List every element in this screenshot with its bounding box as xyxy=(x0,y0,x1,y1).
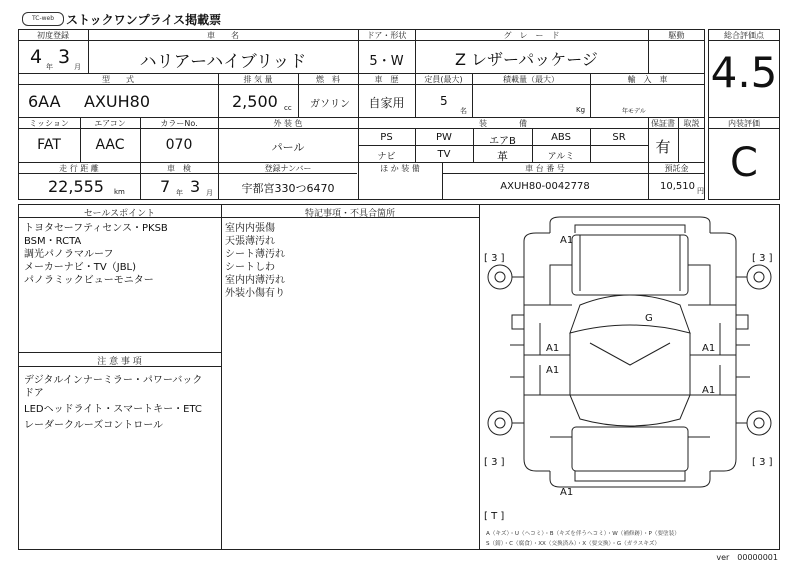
aircon-label: エアコン xyxy=(94,119,126,128)
mileage: 22,555 xyxy=(48,177,104,196)
door-shape: 5・W xyxy=(369,54,404,69)
list-item: BSM・RCTA xyxy=(24,236,82,247)
tire-mark-fr: [ 3 ] xyxy=(752,253,773,264)
interior-score-label: 内装評価 xyxy=(728,119,760,128)
equip-pw: PW xyxy=(436,132,452,143)
displacement-unit: cc xyxy=(284,104,292,112)
capacity: 5 xyxy=(440,94,448,108)
capacity-label: 定員(最大) xyxy=(424,75,463,84)
damage-mark: A1 xyxy=(546,365,560,376)
equip-ps: PS xyxy=(380,132,393,143)
sales-points-list xyxy=(24,222,218,287)
damage-mark: A1 xyxy=(702,343,716,354)
grade-label: グ レ ー ド xyxy=(503,31,560,40)
tire-mark-rr: [ 3 ] xyxy=(752,457,773,468)
color-no: 070 xyxy=(165,137,193,153)
special-notes-header: 特記事項・不具合箇所 xyxy=(304,209,395,219)
list-item: 調光パノラマルーフ xyxy=(24,249,114,260)
mission: FAT xyxy=(37,137,61,153)
page-title: ストックワンプライス掲載票 xyxy=(66,13,222,27)
load-unit: Kg xyxy=(576,106,586,114)
warranty-label: 保証書 xyxy=(651,119,675,128)
load-label: 積載量（最大） xyxy=(503,75,559,84)
recycle-fee: 10,510 xyxy=(660,181,695,192)
logo: TC-web xyxy=(22,12,64,26)
inspection-label: 車 検 xyxy=(167,164,191,173)
legend-line-1: A（キズ）・U（ヘコミ）・B（キズを伴うヘコミ）・W（補修跡）・P（要塗装） xyxy=(486,531,680,537)
first-reg-month-unit: 月 xyxy=(74,63,81,71)
equip-sr: SR xyxy=(612,132,626,143)
inspection-month-unit: 月 xyxy=(206,189,213,197)
cautions-header: 注 意 事 項 xyxy=(97,357,142,367)
manual-label: 取説 xyxy=(683,119,700,128)
tire-mark-fl: [ 3 ] xyxy=(484,253,505,264)
version-label: ver 00000001 xyxy=(716,553,778,562)
list-item: シート薄汚れ xyxy=(225,249,285,260)
first-reg-month: 3 xyxy=(58,46,71,68)
damage-mark: A1 xyxy=(546,343,560,354)
equip-leather: 革 xyxy=(497,150,508,163)
other-equipment-label: ほ か 装 備 xyxy=(380,164,420,173)
model-prefix: 6AA xyxy=(28,92,61,111)
equipment-label: 装 備 xyxy=(479,119,527,128)
exterior-color-label: 外 装 色 xyxy=(273,119,303,128)
tire-mark-rl: [ 3 ] xyxy=(484,457,505,468)
inspection-year: 7 xyxy=(160,177,171,196)
exterior-color: パール xyxy=(271,141,305,154)
inspection-year-unit: 年 xyxy=(176,189,183,197)
model-label: 型 式 xyxy=(102,75,134,84)
door-shape-label: ドア・形状 xyxy=(366,31,407,40)
chassis-no: AXUH80-0042778 xyxy=(500,181,590,192)
mission-label: ミッション xyxy=(29,119,69,128)
special-notes-list xyxy=(225,222,475,300)
inspection-month: 3 xyxy=(190,177,201,196)
model: AXUH80 xyxy=(84,92,151,111)
aircon: AAC xyxy=(95,137,125,153)
cautions-list xyxy=(24,374,212,432)
history-label: 車 歴 xyxy=(374,75,399,84)
legend-line-2: S（錆）・C（腐食）・XX（交換済み）・X（要交換）・G（ガラスキズ） xyxy=(486,541,661,547)
equip-navi: ナビ xyxy=(377,152,396,162)
list-item: レーダークルーズコントロール xyxy=(24,420,163,431)
list-item: 外装小傷有り xyxy=(225,288,285,299)
interior-score: C xyxy=(730,140,758,186)
warranty: 有 xyxy=(655,138,671,156)
equip-tv: TV xyxy=(437,149,451,160)
fuel-label: 燃 料 xyxy=(316,75,340,84)
list-item: パノラミックビューモニター xyxy=(24,275,154,286)
plate-label: 登録ナンバー xyxy=(264,164,312,173)
displacement: 2,500 xyxy=(232,92,278,111)
mileage-unit: km xyxy=(114,188,125,196)
car-damage-diagram xyxy=(480,205,779,549)
list-item: シートしわ xyxy=(225,262,275,273)
list-item: LEDヘッドライト・スマートキー・ETC xyxy=(24,404,202,415)
grade: Z レザーパッケージ xyxy=(455,50,598,69)
total-score-label: 総合評価点 xyxy=(724,31,764,40)
damage-mark: A1 xyxy=(702,385,716,396)
damage-mark: A1 xyxy=(560,235,574,246)
color-no-label: カラーNo. xyxy=(160,119,198,128)
total-score: 4.5 xyxy=(710,48,778,97)
recycle-unit: 円 xyxy=(697,187,704,195)
equip-alloy: アルミ xyxy=(547,152,575,162)
first-reg-label: 初度登録 xyxy=(37,31,69,40)
list-item: 室内内張傷 xyxy=(225,223,275,234)
trunk-mark: [ T ] xyxy=(484,511,505,522)
chassis-no-label: 車 台 番 号 xyxy=(525,164,565,173)
displacement-label: 排 気 量 xyxy=(243,75,273,84)
sales-points-header: セールスポイント xyxy=(83,209,156,219)
recycle-fee-label: 預託金 xyxy=(664,164,689,173)
capacity-unit: 名 xyxy=(460,107,467,115)
list-item: メーカーナビ・TV（JBL) xyxy=(24,262,137,273)
car-name: ハリアーハイブリッド xyxy=(139,52,307,72)
equip-airbag: エアB xyxy=(489,136,516,147)
first-reg-year-unit: 年 xyxy=(46,63,53,71)
drive-label: 駆動 xyxy=(668,31,685,40)
first-reg-year: 4 xyxy=(30,46,43,68)
list-item: トヨタセーフティセンス・PKSB xyxy=(24,223,168,234)
list-item: 天張薄汚れ xyxy=(225,236,275,247)
list-item: 室内内薄汚れ xyxy=(225,275,285,286)
import-label: 輸 入 車 xyxy=(627,75,668,84)
list-item: デジタルインナーミラー・パワーバックドア xyxy=(24,375,203,399)
damage-mark: A1 xyxy=(560,487,574,498)
plate: 宇都宮330つ6470 xyxy=(241,182,335,195)
fuel: ガソリン xyxy=(310,99,350,110)
import-model: 年モデル xyxy=(622,108,646,115)
car-name-label: 車 名 xyxy=(207,31,239,40)
equip-abs: ABS xyxy=(551,132,571,143)
history: 自家用 xyxy=(368,96,405,110)
mileage-label: 走 行 距 離 xyxy=(59,164,99,173)
damage-mark: G xyxy=(645,313,653,324)
